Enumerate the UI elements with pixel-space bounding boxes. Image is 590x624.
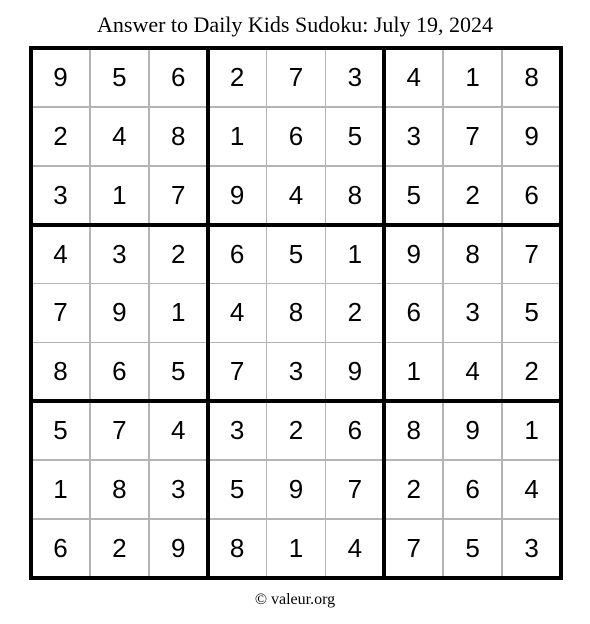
sudoku-cell-r3-c6: 8 (347, 179, 363, 210)
sudoku-cell-r6-c5: 3 (288, 356, 304, 387)
cell-border-vertical (148, 46, 150, 580)
sudoku-cell-r2-c3: 8 (170, 120, 186, 151)
sudoku-cell-r4-c2: 3 (112, 238, 127, 269)
sudoku-cell-r4-c7: 9 (406, 238, 421, 269)
sudoku-cell-r9-c8: 5 (465, 533, 480, 564)
sudoku-cell-r5-c9: 5 (524, 297, 539, 328)
sudoku-cell-r5-c1: 7 (53, 297, 68, 328)
sudoku-cell-r2-c8: 7 (465, 120, 480, 151)
sudoku-cell-r4-c5: 5 (288, 238, 304, 269)
sudoku-cell-r7-c5: 2 (288, 415, 304, 446)
sudoku-cell-r3-c4: 9 (229, 179, 245, 210)
sudoku-cell-r3-c2: 1 (112, 179, 127, 210)
sudoku-cell-r3-c7: 5 (406, 179, 421, 210)
sudoku-cell-r6-c2: 6 (112, 356, 127, 387)
sudoku-cell-r6-c1: 8 (53, 356, 68, 387)
sudoku-cell-r5-c7: 6 (406, 297, 421, 328)
box-border-vertical (382, 46, 386, 580)
sudoku-cell-r7-c3: 4 (170, 415, 186, 446)
sudoku-cell-r8-c3: 3 (170, 474, 186, 505)
sudoku-cell-r5-c8: 3 (465, 297, 480, 328)
cell-border-horizontal (29, 342, 563, 344)
sudoku-cell-r9-c2: 2 (112, 533, 127, 564)
cell-border-vertical (325, 46, 327, 580)
sudoku-cell-r8-c2: 8 (112, 474, 127, 505)
cell-border-vertical (442, 46, 444, 580)
sudoku-cell-r4-c8: 8 (465, 238, 480, 269)
sudoku-cell-r2-c1: 2 (53, 120, 68, 151)
sudoku-cell-r3-c8: 2 (465, 179, 480, 210)
sudoku-cell-r8-c8: 6 (465, 474, 480, 505)
box-border-vertical (559, 46, 563, 580)
sudoku-cell-r9-c5: 1 (288, 533, 304, 564)
sudoku-cell-r4-c3: 2 (170, 238, 186, 269)
cell-border-vertical (501, 46, 503, 580)
sudoku-cell-r8-c9: 4 (524, 474, 539, 505)
sudoku-cell-r4-c1: 4 (53, 238, 68, 269)
sudoku-cell-r5-c6: 2 (347, 297, 363, 328)
cell-border-vertical (266, 46, 268, 580)
copyright-footer: © valeur.org (254, 591, 336, 608)
sudoku-cell-r6-c4: 7 (229, 356, 245, 387)
box-border-vertical (206, 46, 210, 580)
sudoku-cell-r6-c6: 9 (347, 356, 363, 387)
sudoku-cell-r7-c6: 6 (347, 415, 363, 446)
sudoku-cell-r4-c9: 7 (524, 238, 539, 269)
sudoku-cell-r2-c9: 9 (524, 120, 539, 151)
sudoku-cell-r5-c5: 8 (288, 297, 304, 328)
sudoku-cell-r2-c5: 6 (288, 120, 304, 151)
sudoku-cell-r7-c7: 8 (406, 415, 421, 446)
sudoku-cell-r1-c3: 6 (170, 61, 186, 92)
sudoku-cell-r7-c2: 7 (112, 415, 127, 446)
sudoku-cell-r8-c7: 2 (406, 474, 421, 505)
sudoku-cell-r1-c9: 8 (524, 61, 539, 92)
box-border-horizontal (29, 399, 563, 403)
sudoku-cell-r5-c3: 1 (170, 297, 186, 328)
sudoku-cell-r1-c7: 4 (406, 61, 421, 92)
sudoku-cell-r3-c9: 6 (524, 179, 539, 210)
sudoku-cell-r2-c2: 4 (112, 120, 127, 151)
puzzle-title: Answer to Daily Kids Sudoku: July 19, 2024 (97, 12, 493, 37)
sudoku-cell-r4-c4: 6 (229, 238, 245, 269)
sudoku-cell-r6-c7: 1 (406, 356, 421, 387)
sudoku-cell-r8-c6: 7 (347, 474, 363, 505)
sudoku-cell-r3-c1: 3 (53, 179, 68, 210)
sudoku-cell-r3-c5: 4 (288, 179, 304, 210)
sudoku-cell-r7-c9: 1 (524, 415, 539, 446)
sudoku-cell-r6-c9: 2 (524, 356, 539, 387)
box-border-horizontal (29, 46, 563, 50)
sudoku-cell-r8-c1: 1 (53, 474, 68, 505)
box-border-vertical (29, 46, 33, 580)
sudoku-cell-r8-c4: 5 (229, 474, 245, 505)
sudoku-cell-r1-c6: 3 (347, 61, 363, 92)
cell-border-horizontal (29, 459, 563, 461)
sudoku-cell-r5-c4: 4 (229, 297, 245, 328)
sudoku-cell-r8-c5: 9 (288, 474, 304, 505)
sudoku-cell-r9-c9: 3 (524, 533, 539, 564)
sudoku-cell-r1-c2: 5 (112, 61, 127, 92)
cell-border-horizontal (29, 165, 563, 167)
sudoku-cell-r9-c3: 9 (170, 533, 186, 564)
cell-border-horizontal (29, 518, 563, 520)
sudoku-cell-r2-c4: 1 (229, 120, 245, 151)
sudoku-cell-r4-c6: 1 (347, 238, 363, 269)
sudoku-cell-r1-c4: 2 (229, 61, 245, 92)
cell-border-horizontal (29, 106, 563, 108)
sudoku-cell-r1-c5: 7 (288, 61, 304, 92)
sudoku-grid (31, 48, 561, 578)
sudoku-cell-r9-c4: 8 (229, 533, 245, 564)
cell-border-horizontal (29, 283, 563, 285)
box-border-horizontal (29, 223, 563, 227)
sudoku-cell-r9-c1: 6 (53, 533, 68, 564)
sudoku-cell-r1-c8: 1 (465, 61, 480, 92)
sudoku-cell-r5-c2: 9 (112, 297, 127, 328)
sudoku-cell-r7-c4: 3 (229, 415, 245, 446)
sudoku-cell-r2-c7: 3 (406, 120, 421, 151)
sudoku-cell-r3-c3: 7 (170, 179, 186, 210)
sudoku-cell-r6-c8: 4 (465, 356, 480, 387)
box-border-horizontal (29, 576, 563, 580)
sudoku-cell-r7-c1: 5 (53, 415, 68, 446)
sudoku-cell-r2-c6: 5 (347, 120, 363, 151)
sudoku-cell-r7-c8: 9 (465, 415, 480, 446)
cell-border-vertical (89, 46, 91, 580)
sudoku-cell-r9-c6: 4 (347, 533, 363, 564)
sudoku-cell-r6-c3: 5 (170, 356, 186, 387)
sudoku-cell-r1-c1: 9 (53, 61, 68, 92)
sudoku-cell-r9-c7: 7 (406, 533, 421, 564)
